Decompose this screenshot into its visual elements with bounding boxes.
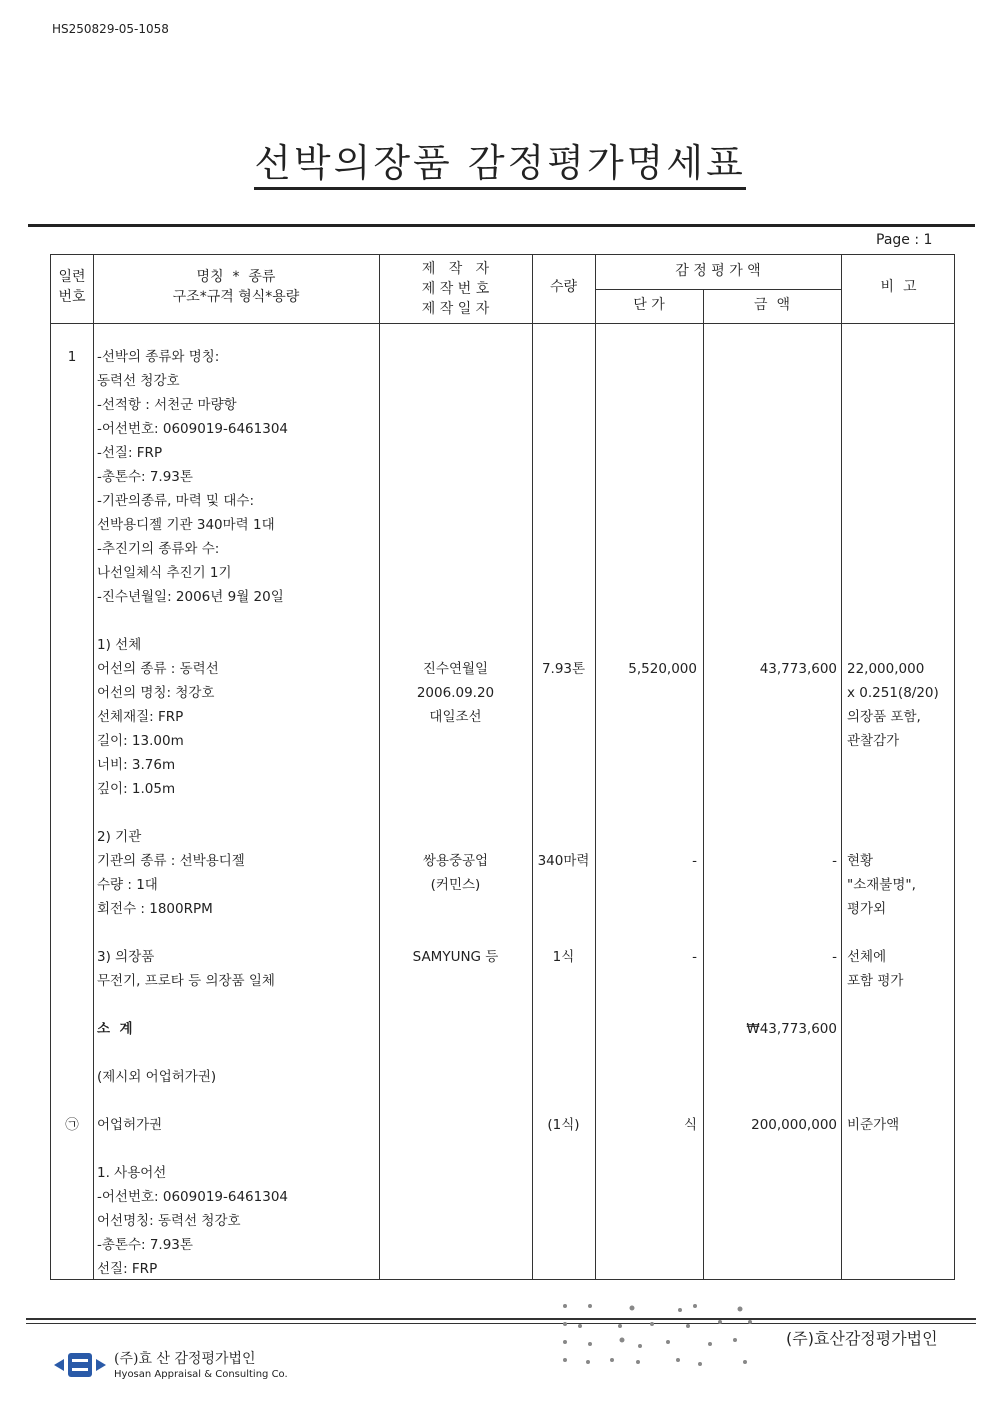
license-amount: 200,000,000 — [751, 1117, 837, 1133]
item-hull-remarks: 22,000,000 x 0.251(8/20) 의장품 포함, 관찰감가 — [847, 661, 939, 749]
page-title: 선박의장품 감정평가명세표 — [0, 132, 1000, 187]
license-unit-price: 식 — [683, 1117, 697, 1133]
firm-name: (주)효산감정평가법인 — [786, 1329, 938, 1348]
item-hull-maker: 진수연월일 2006.09.20 대일조선 — [416, 661, 495, 725]
item-engine-description: 2) 기관 기관의 종류 : 선박용디젤 수량 : 1대 회전수 : 1800RPM — [97, 829, 245, 917]
item-equipment-amount: - — [832, 949, 837, 965]
footer-divider — [26, 1318, 976, 1320]
license-name: 어업허가권 — [97, 1117, 163, 1133]
vessel-description: -선박의 종류와 명칭: 동력선 청강호 -선적항 : 서천군 마량항 -어선번호: 0609019-6461304 -선질: FRP -총톤수: 7.93톤 -기관의종류, 마력 및 대수: 선박용디젤 기관 340마력 1대 -추진기의 종류와 수: 나선일체식 추진기 1기 -진수년월일: 2006년 9월 20일 — [97, 349, 288, 605]
subtotal-amount: ₩43,773,600 — [746, 1021, 837, 1037]
license-remarks: 비준가액 — [847, 1117, 900, 1133]
license-vessel-details: 1. 사용어선 -어선번호: 0609019-6461304 어선명칭: 동력선 청강호 -총톤수: 7.93톤 선질: FRP — [97, 1165, 288, 1277]
header-maker: 제 작 자 제 작 번 호 제 작 일 자 — [421, 261, 490, 317]
item-hull-unit-price: 5,520,000 — [628, 661, 697, 677]
appraisal-table — [50, 254, 955, 1280]
item-engine-unit-price: - — [692, 853, 697, 869]
item-hull-description: 1) 선체 어선의 종류 : 동력선 어선의 명칭: 청강호 선체재질: FRP 길이: 13.00m 너비: 3.76m 깊이: 1.05m — [97, 637, 219, 797]
item-engine-remarks: 현황 "소재불명", 평가외 — [847, 853, 916, 917]
logo-firm-name-korean: (주)효 산 감정평가법인 — [114, 1351, 256, 1367]
header-remarks: 비 고 — [880, 279, 917, 295]
document-id: HS250829-05-1058 — [52, 22, 169, 36]
company-logo-icon — [52, 1349, 108, 1381]
license-section-label: (제시외 어업허가권) — [97, 1069, 217, 1085]
subtotal-label: 소 계 — [97, 1021, 133, 1037]
item-equipment-maker: SAMYUNG 등 — [412, 949, 499, 965]
item-equipment-remarks: 선체에 포함 평가 — [847, 949, 904, 989]
item-engine-maker: 쌍용중공업 (커민스) — [422, 853, 489, 893]
item-hull-qty: 7.93톤 — [541, 661, 586, 677]
footer-divider-thin — [26, 1323, 976, 1324]
header-quantity: 수량 — [549, 279, 578, 295]
header-serial-no: 일련 번호 — [58, 269, 86, 305]
row-number: 1 — [67, 349, 77, 365]
header-name-type: 명칭 * 종류 구조*규격 형식*용량 — [172, 269, 300, 305]
header-unit-price: 단 가 — [633, 297, 665, 313]
header-amount: 금 액 — [754, 297, 790, 313]
watermark-dots — [560, 1300, 760, 1370]
license-qty: (1식) — [547, 1117, 580, 1133]
page-number: Page : 1 — [876, 232, 933, 248]
item-engine-amount: - — [832, 853, 837, 869]
item-hull-amount: 43,773,600 — [759, 661, 837, 677]
item-equipment-qty: 1식 — [552, 949, 575, 965]
item-equipment-unit-price: - — [692, 949, 697, 965]
item-engine-qty: 340마력 — [537, 853, 590, 869]
title-divider — [28, 224, 975, 227]
item-equipment-description: 3) 의장품 무전기, 프로타 등 의장품 일체 — [97, 949, 275, 989]
header-appraisal-value: 감 정 평 가 액 — [675, 263, 761, 279]
license-row-number: ㉠ — [65, 1117, 79, 1133]
logo-firm-name-english: Hyosan Appraisal & Consulting Co. — [114, 1369, 288, 1380]
